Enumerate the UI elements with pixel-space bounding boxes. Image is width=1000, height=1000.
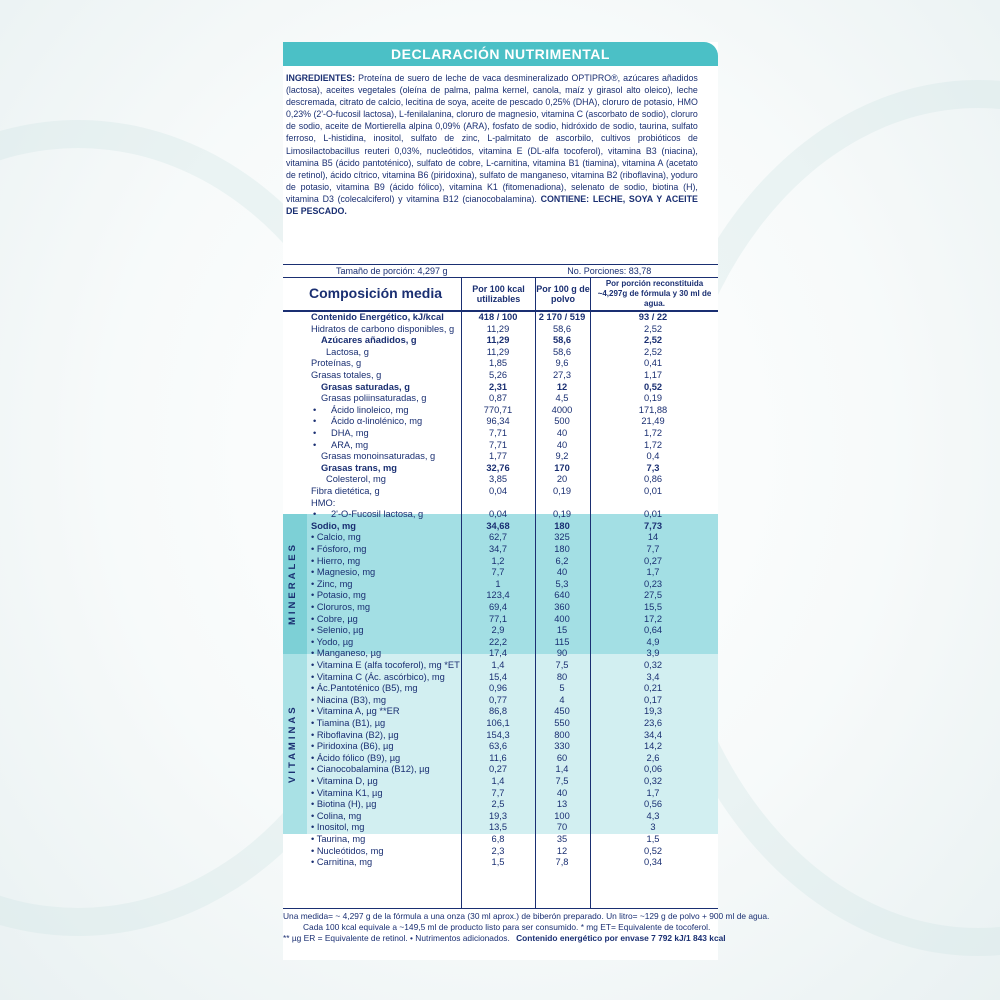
row-value: 20 xyxy=(556,474,568,485)
row-label: HMO: xyxy=(311,497,336,508)
table-row xyxy=(283,625,718,636)
row-label: • Vitamina D, µg xyxy=(311,776,378,786)
row-value: 0,01 xyxy=(643,486,663,496)
table-row xyxy=(283,648,718,659)
ingredients-text: Proteína de suero de leche de vaca desmineralizado OPTIPRO®, azúcares añadidos (lactosa), aceites vegetales (oleína de palma, palma kernel, canola, maíz y girasol alto oleico), leche descremada, citrato de calcio, lecitina de soya, aceite de pescado 0,25% (DHA), cloruro de potasio, HMO 0,23% (2'-O-fucosil lactosa), L-fenilalanina, cloruro de magnesio, vitamina C (ascorbato de sodio), cloruro de sodio, aceite de Mortierella alpina 0,09% (ARA), fosfato de sodio, hidróxido de sodio, taurina, sulfato ferroso, L-histidina, inositol, sulfato de zinc, L-palmitato de ascorbilo, cultivos probióticos de Limosilactobacillus reuteri 0,03%, nucleótidos, vitamina E (DL-alfa tocoferol), vitamina B3 (niacina), vitamina B5 (ácido pantoténico), sulfato de cobre, L-carnitina, vitamina B1 (tiamina), vitamina A (acetato de retinol), ácido cítrico, vitamina B6 (piridoxina), sulfato de manganeso, vitamina B2 (riboflavina), yoduro de potasio, vitamina B9 (ácido fólico), vitamina K1 (fitomenadiona), selenato de sodio, biotina (H), vitamina D3 (colecalciferol) y vitamina B12 (cianocobalamina). xyxy=(286,73,698,204)
row-label: • Colina, mg xyxy=(311,810,362,821)
row-value: 11,29 xyxy=(486,335,510,346)
table-row xyxy=(283,486,718,497)
row-value: 115 xyxy=(554,636,570,647)
row-value: 7,7 xyxy=(491,787,505,798)
row-label: • Cloruros, mg xyxy=(311,602,371,612)
row-value: 2,31 xyxy=(488,381,508,392)
row-label: • Ácido fólico (B9), µg xyxy=(311,752,401,763)
row-value: 123,4 xyxy=(486,590,510,601)
table-row xyxy=(283,556,718,567)
row-value: 9,2 xyxy=(555,451,569,462)
row-value: 7,7 xyxy=(646,544,660,554)
row-label: Grasas saturadas, g xyxy=(321,381,410,392)
row-value: 40 xyxy=(556,439,568,450)
portion-row xyxy=(283,264,718,278)
row-value: 17,4 xyxy=(488,648,508,659)
table-row xyxy=(283,544,718,555)
row-value: 180 xyxy=(554,520,570,531)
table-row xyxy=(283,614,718,625)
row-value: 0,01 xyxy=(643,509,663,520)
footer-note-retinol: ** µg ER = Equivalente de retinol. • Nutrimentos adicionados. xyxy=(283,933,510,943)
table-row xyxy=(283,718,718,729)
table-row xyxy=(283,683,718,694)
row-value: 27,5 xyxy=(643,590,663,601)
row-value: 6,8 xyxy=(491,834,505,844)
row-value: 550 xyxy=(554,718,570,728)
row-label: Grasas monoinsaturadas, g xyxy=(321,451,436,462)
row-value: 32,76 xyxy=(486,462,510,473)
row-value: 11,29 xyxy=(486,346,510,357)
row-value: 2,52 xyxy=(643,346,663,357)
row-value: 1,72 xyxy=(643,439,663,450)
table-row xyxy=(283,764,718,775)
row-value: 7,3 xyxy=(646,462,660,473)
row-value: 69,4 xyxy=(488,602,508,612)
minerales-label: MINERALES xyxy=(287,542,298,626)
row-value: 17,2 xyxy=(643,613,663,624)
table-header xyxy=(283,278,718,312)
table-row xyxy=(283,637,718,648)
table-row xyxy=(283,521,718,532)
table-row xyxy=(283,393,718,404)
row-value: 1,17 xyxy=(643,370,663,380)
table-row xyxy=(283,358,718,369)
row-value: 4,3 xyxy=(646,810,660,821)
row-value: 9,6 xyxy=(555,358,569,369)
row-value: 58,6 xyxy=(552,323,572,334)
row-value: 86,8 xyxy=(488,706,508,717)
row-label: • Selenio, µg xyxy=(311,625,364,636)
row-value: 58,6 xyxy=(552,346,572,357)
row-value: 0,4 xyxy=(646,451,660,462)
row-value: 70 xyxy=(556,822,568,833)
table-row xyxy=(283,857,718,868)
row-value: 35 xyxy=(556,834,568,844)
table-row xyxy=(283,753,718,764)
row-label: Hidratos de carbono disponibles, g xyxy=(311,323,455,334)
row-value: 7,71 xyxy=(488,428,508,438)
row-label: • Carnitina, mg xyxy=(311,857,373,868)
row-value: 0,34 xyxy=(643,857,663,868)
row-label: Ácido α-linolénico, mg xyxy=(331,416,423,427)
portions-count: No. Porciones: 83,78 xyxy=(567,266,652,276)
row-value: 14,2 xyxy=(643,741,663,752)
row-value: 0,19 xyxy=(643,393,663,404)
row-value: 7,71 xyxy=(488,439,508,450)
row-label: 2'-O-Fucosil lactosa, g xyxy=(331,509,424,520)
row-value: 180 xyxy=(554,544,570,554)
row-value: 450 xyxy=(554,706,570,717)
table-row xyxy=(283,602,718,613)
row-value: 11,29 xyxy=(486,323,510,334)
row-value: 11,6 xyxy=(489,752,507,763)
row-label: • Potasio, mg xyxy=(311,590,366,601)
row-value: 77,1 xyxy=(488,613,508,624)
row-value: 60 xyxy=(556,752,568,763)
row-label: • Vitamina A, µg **ER xyxy=(311,706,400,717)
row-value: 15,4 xyxy=(488,671,508,682)
row-value: 7,5 xyxy=(555,660,569,670)
row-value: 40 xyxy=(556,787,568,798)
row-value: 171,88 xyxy=(638,404,668,415)
table-row xyxy=(283,312,718,323)
row-value: 400 xyxy=(554,613,570,624)
table-row xyxy=(283,532,718,543)
nutrition-panel xyxy=(283,42,770,960)
row-label: • Taurina, mg xyxy=(311,834,366,844)
table-row xyxy=(283,730,718,741)
vitaminas-label: VITAMINAS xyxy=(287,704,298,784)
row-value: 2,6 xyxy=(646,752,660,763)
table-row xyxy=(283,509,718,520)
row-value: 1,4 xyxy=(491,660,505,670)
row-label: • Inositol, mg xyxy=(311,822,365,833)
table-row xyxy=(283,706,718,717)
row-value: 0,77 xyxy=(488,694,508,705)
panel-title: DECLARACIÓN NUTRIMENTAL xyxy=(283,42,718,66)
row-value: 4000 xyxy=(551,404,573,415)
row-value: 4,9 xyxy=(646,636,660,647)
row-value: 12 xyxy=(556,845,568,856)
row-value: 2,9 xyxy=(491,625,505,636)
row-value: 0,41 xyxy=(643,358,663,369)
row-value: 3 xyxy=(650,822,656,833)
row-label: • Zinc, mg xyxy=(311,578,353,589)
row-value: 7,7 xyxy=(491,567,505,578)
row-value: 325 xyxy=(554,532,570,543)
row-value: 640 xyxy=(554,590,570,601)
row-value: 7,8 xyxy=(555,857,569,868)
row-label: • Nucleótidos, mg xyxy=(311,845,384,856)
row-value: 5,3 xyxy=(555,578,569,589)
bullet-icon: • xyxy=(313,428,317,438)
table-row xyxy=(283,370,718,381)
row-value: 2,5 xyxy=(491,799,505,810)
row-value: 6,2 xyxy=(555,555,569,566)
row-label: • Fósforo, mg xyxy=(311,544,367,554)
row-label: ARA, mg xyxy=(331,439,369,450)
footer-energy-total: Contenido energético por envase 7 792 kJ/1 843 kcal xyxy=(516,933,726,943)
footer-notes xyxy=(283,908,770,944)
row-value: 1,85 xyxy=(488,358,508,369)
table-row xyxy=(283,672,718,683)
row-label: Azúcares añadidos, g xyxy=(321,335,417,346)
table-row xyxy=(283,347,718,358)
row-value: 0,04 xyxy=(488,486,508,496)
row-value: 0,19 xyxy=(552,486,572,496)
row-label: • Tiamina (B1), µg xyxy=(311,718,386,728)
row-label: Lactosa, g xyxy=(326,346,369,357)
row-value: 154,3 xyxy=(486,729,510,740)
bullet-icon: • xyxy=(313,404,317,415)
table-row xyxy=(283,579,718,590)
row-value: 1,7 xyxy=(646,567,660,578)
row-value: 80 xyxy=(556,671,568,682)
row-value: 15 xyxy=(556,625,568,636)
row-value: 2,52 xyxy=(643,323,663,334)
allergens-text: CONTIENE: LECHE, SOYA Y ACEITE DE PESCADO. xyxy=(286,193,698,217)
row-label: Fibra dietética, g xyxy=(311,486,380,496)
row-label: • Calcio, mg xyxy=(311,532,361,543)
row-value: 1,4 xyxy=(491,776,505,786)
row-value: 27,3 xyxy=(552,370,572,380)
row-label: Sodio, mg xyxy=(311,520,356,531)
table-row xyxy=(283,324,718,335)
row-value: 0,23 xyxy=(643,578,663,589)
row-value: 2 170 / 519 xyxy=(538,312,586,322)
row-label: • Niacina (B3), mg xyxy=(311,694,387,705)
row-value: 34,4 xyxy=(643,729,663,740)
row-label: • Riboflavina (B2), µg xyxy=(311,729,399,740)
table-row xyxy=(283,451,718,462)
footer-line-1: Una medida= ~ 4,297 g de la fórmula a una onza (30 ml aprox.) de biberón preparado. Un litro= ~129 g de polvo + 900 ml de agua. xyxy=(283,911,770,921)
row-value: 106,1 xyxy=(486,718,510,728)
row-label: • Vitamina C (Ác. ascórbico), mg xyxy=(311,671,445,682)
row-value: 2,3 xyxy=(491,845,505,856)
row-value: 4,5 xyxy=(555,393,569,404)
bullet-icon: • xyxy=(313,439,317,450)
row-value: 0,52 xyxy=(643,381,663,392)
table-row xyxy=(283,741,718,752)
col-header-per-100kcal: Por 100 kcal utilizables xyxy=(461,280,535,308)
table-row xyxy=(283,846,718,857)
row-value: 34,7 xyxy=(488,544,508,554)
row-value: 5 xyxy=(559,683,565,694)
row-label: • Hierro, mg xyxy=(311,555,361,566)
table-row xyxy=(283,567,718,578)
row-label: Grasas poliinsaturadas, g xyxy=(321,393,427,404)
ingredients-block xyxy=(286,72,698,217)
table-row xyxy=(283,822,718,833)
table-row xyxy=(283,590,718,601)
row-label: • Manganeso, µg xyxy=(311,648,382,659)
row-value: 170 xyxy=(554,462,570,473)
row-value: 0,19 xyxy=(552,509,572,520)
row-value: 40 xyxy=(556,428,568,438)
row-value: 19,3 xyxy=(643,706,663,717)
row-value: 21,49 xyxy=(641,416,665,427)
row-value: 5,26 xyxy=(488,370,508,380)
footer-line-2: Cada 100 kcal equivale a ~149,5 ml de producto listo para ser consumido. * mg ET= Equivalente de tocoferol. xyxy=(303,922,711,932)
row-value: 4 xyxy=(559,694,565,705)
row-value: 800 xyxy=(554,729,570,740)
row-value: 0,96 xyxy=(488,683,508,694)
row-value: 63,6 xyxy=(488,741,508,752)
footer-line-3 xyxy=(283,933,726,944)
table-row xyxy=(283,440,718,451)
row-value: 62,7 xyxy=(488,532,508,543)
row-label: • Vitamina E (alfa tocoferol), mg *ET xyxy=(311,660,460,670)
row-value: 15,5 xyxy=(643,602,663,612)
row-label: DHA, mg xyxy=(331,428,369,438)
row-value: 3,4 xyxy=(646,671,660,682)
row-label: • Cobre, µg xyxy=(311,613,358,624)
row-value: 0,86 xyxy=(643,474,663,485)
ingredients-label: INGREDIENTES: xyxy=(286,73,356,83)
row-value: 13,5 xyxy=(488,822,508,833)
row-value: 23,6 xyxy=(643,718,663,728)
table-row xyxy=(283,498,718,509)
row-value: 19,3 xyxy=(488,810,508,821)
bullet-icon: • xyxy=(313,416,317,427)
row-value: 0,27 xyxy=(488,764,508,775)
table-row xyxy=(283,428,718,439)
row-value: 7,5 xyxy=(555,776,569,786)
table-row xyxy=(283,799,718,810)
row-value: 1,77 xyxy=(488,451,508,462)
table-row xyxy=(283,776,718,787)
table-row xyxy=(283,416,718,427)
row-value: 22,2 xyxy=(488,636,508,647)
row-value: 500 xyxy=(554,416,570,427)
row-label: • Yodo, µg xyxy=(311,636,354,647)
row-value: 12 xyxy=(556,381,568,392)
row-value: 0,17 xyxy=(643,694,663,705)
table-row xyxy=(283,463,718,474)
table-row xyxy=(283,405,718,416)
row-value: 3,9 xyxy=(646,648,660,659)
row-label: Grasas trans, mg xyxy=(321,462,397,473)
row-value: 0,32 xyxy=(643,776,663,786)
row-value: 1 xyxy=(495,578,501,589)
row-value: 1,5 xyxy=(491,857,505,868)
row-value: 418 / 100 xyxy=(478,312,518,322)
table-title: Composición media xyxy=(309,285,443,301)
row-label: Grasas totales, g xyxy=(311,370,382,380)
row-label: Proteínas, g xyxy=(311,358,362,369)
row-value: 13 xyxy=(556,799,568,810)
table-row xyxy=(283,474,718,485)
row-value: 330 xyxy=(554,741,570,752)
row-label: Ácido linoleico, mg xyxy=(331,404,409,415)
row-value: 14 xyxy=(647,532,659,543)
row-value: 0,52 xyxy=(643,845,663,856)
row-value: 0,64 xyxy=(643,625,663,636)
table-row xyxy=(283,660,718,671)
portion-size: Tamaño de porción: 4,297 g xyxy=(335,266,448,276)
row-label: • Vitamina K1, µg xyxy=(311,787,383,798)
row-label: • Ác.Pantoténico (B5), mg xyxy=(311,683,418,694)
row-label: Colesterol, mg xyxy=(326,474,386,485)
table-row xyxy=(283,335,718,346)
row-value: 40 xyxy=(556,567,568,578)
row-value: 7,73 xyxy=(643,520,663,531)
row-value: 360 xyxy=(554,602,570,612)
row-value: 3,85 xyxy=(488,474,508,485)
table-row xyxy=(283,382,718,393)
row-value: 93 / 22 xyxy=(638,312,668,322)
row-value: 34,68 xyxy=(486,520,510,531)
row-value: 58,6 xyxy=(552,335,572,346)
row-value: 0,27 xyxy=(643,555,663,566)
row-value: 0,56 xyxy=(643,799,663,810)
row-label: • Magnesio, mg xyxy=(311,567,376,578)
row-value: 96,34 xyxy=(486,416,510,427)
row-label: • Cianocobalamina (B12), µg xyxy=(311,764,430,775)
row-value: 1,72 xyxy=(643,428,663,438)
table-row xyxy=(283,834,718,845)
row-value: 0,21 xyxy=(643,683,663,694)
row-value: 0,04 xyxy=(488,509,508,520)
col-header-per-100g: Por 100 g de polvo xyxy=(535,280,590,308)
row-value: 2,52 xyxy=(643,335,663,346)
bullet-icon: • xyxy=(313,509,317,520)
table-row xyxy=(283,788,718,799)
row-value: 1,2 xyxy=(491,555,505,566)
row-value: 0,87 xyxy=(488,393,508,404)
row-label: • Piridoxina (B6), µg xyxy=(311,741,394,752)
row-value: 90 xyxy=(556,648,568,659)
row-value: 100 xyxy=(554,810,570,821)
row-label: Contenido Energético, kJ/kcal xyxy=(311,312,444,322)
table-row xyxy=(283,811,718,822)
row-value: 0,06 xyxy=(643,764,663,775)
row-value: 770,71 xyxy=(483,404,513,415)
col-header-per-portion: Por porción reconstituida ~4,297g de fórmula y 30 ml de agua. xyxy=(590,280,718,308)
row-label: • Biotina (H), µg xyxy=(311,799,377,810)
row-value: 1,5 xyxy=(646,834,660,844)
row-value: 0,32 xyxy=(643,660,663,670)
row-value: 1,7 xyxy=(646,787,660,798)
row-value: 1,4 xyxy=(555,764,569,775)
table-row xyxy=(283,695,718,706)
